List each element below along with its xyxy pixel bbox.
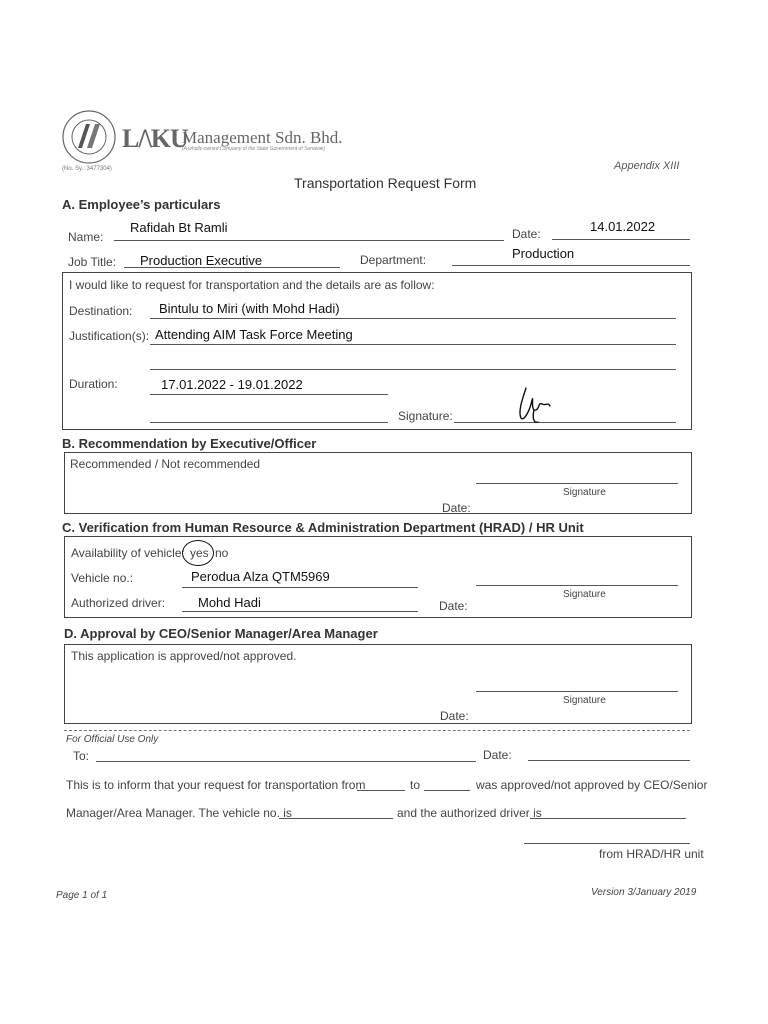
section-d-date-label: Date: bbox=[440, 709, 469, 723]
vehicle-no-label: Vehicle no.: bbox=[71, 571, 134, 585]
company-logo-mark: L/\KU bbox=[122, 124, 188, 153]
vehicle-no-field[interactable]: Perodua Alza QTM5969 bbox=[191, 569, 330, 584]
official-use-label: For Official Use Only bbox=[66, 734, 159, 745]
appendix-label: Appendix XIII bbox=[614, 160, 680, 172]
date-underline bbox=[552, 239, 690, 240]
applicant-signature-underline bbox=[454, 422, 676, 423]
justification-label: Justification(s): bbox=[69, 329, 150, 343]
job-title-underline bbox=[124, 267, 340, 268]
applicant-signature-label: Signature: bbox=[398, 409, 453, 423]
approval-text: This application is approved/not approved. bbox=[71, 649, 297, 663]
duration-field[interactable]: 17.01.2022 - 19.01.2022 bbox=[161, 377, 303, 392]
justification-underline bbox=[150, 344, 676, 345]
duration-underline bbox=[150, 394, 388, 395]
official-from-blank bbox=[357, 790, 405, 791]
department-field[interactable]: Production bbox=[512, 246, 575, 261]
section-b-signature-label: Signature bbox=[563, 487, 606, 498]
company-name: Management Sdn. Bhd. bbox=[182, 128, 343, 147]
official-vehicle-blank bbox=[279, 818, 393, 819]
section-b-signature-line bbox=[476, 483, 678, 484]
company-reg-no: (No. Sy.: 3477304) bbox=[62, 166, 112, 172]
official-dashed-rule bbox=[64, 730, 690, 731]
official-date-underline bbox=[528, 760, 690, 761]
official-from-hrad: from HRAD/HR unit bbox=[599, 847, 704, 861]
vehicle-no-underline bbox=[182, 587, 418, 588]
section-d-signature-label: Signature bbox=[563, 695, 606, 706]
official-driver-blank bbox=[530, 818, 686, 819]
applicant-signature-image bbox=[512, 382, 556, 428]
duration-underline-2 bbox=[150, 422, 388, 423]
form-title: Transportation Request Form bbox=[294, 175, 477, 191]
official-date-label: Date: bbox=[483, 748, 512, 762]
recommendation-text: Recommended / Not recommended bbox=[70, 457, 261, 471]
authorized-driver-field[interactable]: Mohd Hadi bbox=[198, 595, 261, 610]
section-c-date-label: Date: bbox=[439, 599, 468, 613]
section-c-signature-label: Signature bbox=[563, 589, 606, 600]
justification-underline-2 bbox=[150, 369, 676, 370]
request-statement: I would like to request for transportation and the details are as follow: bbox=[69, 278, 435, 292]
job-title-field[interactable]: Production Executive bbox=[140, 253, 263, 268]
section-d-heading: D. Approval by CEO/Senior Manager/Area Manager bbox=[64, 626, 378, 641]
section-c-heading: C. Verification from Human Resource & Administration Department (HRAD) / HR Unit bbox=[62, 520, 584, 535]
department-underline bbox=[452, 265, 690, 266]
section-d-signature-line bbox=[476, 691, 678, 692]
availability-label: Availability of vehicle: bbox=[71, 546, 185, 560]
company-seal bbox=[60, 108, 118, 166]
name-field[interactable]: Rafidah Bt Ramli bbox=[130, 220, 228, 235]
official-line2-part2: and the authorized driver is bbox=[397, 806, 542, 820]
official-to-label: To: bbox=[73, 749, 90, 763]
availability-yes[interactable]: yes bbox=[190, 546, 209, 560]
destination-label: Destination: bbox=[69, 304, 133, 318]
name-label: Name: bbox=[68, 230, 104, 244]
section-b-heading: B. Recommendation by Executive/Officer bbox=[62, 436, 317, 451]
destination-field[interactable]: Bintulu to Miri (with Mohd Hadi) bbox=[159, 301, 340, 316]
name-underline bbox=[114, 240, 504, 241]
official-to-underline bbox=[96, 761, 476, 762]
section-a-box bbox=[62, 272, 692, 430]
page-number: Page 1 of 1 bbox=[56, 890, 108, 901]
section-b-date-label: Date: bbox=[442, 501, 471, 515]
official-line1-part3: was approved/not approved by CEO/Senior bbox=[476, 778, 708, 792]
destination-underline bbox=[150, 318, 676, 319]
duration-label: Duration: bbox=[69, 377, 118, 391]
authorized-driver-underline bbox=[182, 611, 418, 612]
official-line2-part1: Manager/Area Manager. The vehicle no. is bbox=[66, 806, 292, 820]
official-line1-part1: This is to inform that your request for transportation from bbox=[66, 778, 366, 792]
date-label: Date: bbox=[512, 227, 541, 241]
section-a-heading: A. Employee’s particulars bbox=[62, 197, 221, 212]
official-to-blank bbox=[424, 790, 470, 791]
form-version: Version 3/January 2019 bbox=[591, 887, 697, 898]
section-c-signature-line bbox=[476, 585, 678, 586]
official-hrad-signature-line bbox=[524, 843, 690, 844]
authorized-driver-label: Authorized driver: bbox=[71, 596, 166, 610]
official-line1-part2: to bbox=[410, 778, 421, 792]
justification-field[interactable]: Attending AIM Task Force Meeting bbox=[155, 327, 353, 342]
date-field[interactable]: 14.01.2022 bbox=[590, 219, 656, 234]
job-title-label: Job Title: bbox=[68, 255, 117, 269]
availability-no[interactable]: no bbox=[215, 546, 229, 560]
company-tagline: (A wholly-owned Company of the State Government of Sarawak) bbox=[182, 146, 326, 152]
department-label: Department: bbox=[360, 253, 427, 267]
